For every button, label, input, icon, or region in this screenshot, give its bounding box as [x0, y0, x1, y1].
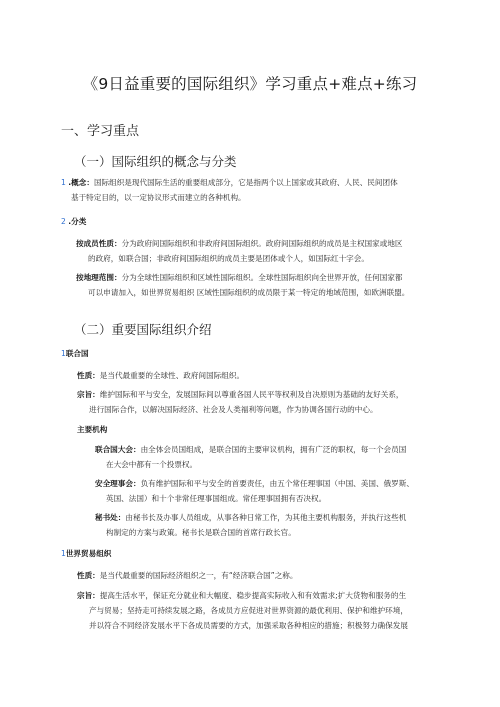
- un-organs-heading: [77, 422, 107, 437]
- by-region-line-2: 可以申请加入，如世界贸易组织 区域性国际组织的成员限于某一特定的地域范围，如欧洲联盟。: [88, 288, 410, 297]
- un-nature: [77, 368, 244, 383]
- un-heading-text: 联合国: [65, 349, 89, 358]
- section-heading-key-points: 一、学习重点: [61, 124, 140, 139]
- list-number: 1: [61, 549, 66, 558]
- un-general-assembly: [95, 442, 475, 472]
- un-organs-label: 主要机构: [77, 425, 108, 434]
- concept-label: .概念：: [68, 178, 94, 187]
- wto-nature-label: 性质：: [77, 571, 100, 580]
- un-secretariat: [95, 510, 475, 540]
- wto-purpose-line-2: 产与贸易；坚持走可持续发展之路，各成员方应促进对世界资源的最优利用、保护和维护环境，: [89, 606, 408, 615]
- ga-line-2: 在大会中都有一个投票权。: [106, 460, 198, 469]
- by-member-line-1: 分为政府间国际组织和非政府间国际组织。政府间国际组织的成员是主权国家或地区: [121, 239, 403, 248]
- sec-label: 秘书处：: [95, 513, 126, 522]
- ga-line-1: 由全体会员国组成，是联合国的主要审议机构，拥有广泛的职权，每一个会员国: [140, 445, 407, 454]
- classification-heading: [61, 214, 86, 229]
- subsection-heading-concept-classification: （一）国际组织的概念与分类: [74, 154, 237, 169]
- sc-line-1: 负有维护国际和平与安全的首要责任，由五个常任理事国（中国、美国、俄罗斯、: [140, 479, 414, 488]
- un-nature-label: 性质：: [77, 371, 100, 380]
- wto-purpose-line-3: 并以符合不同经济发展水平下各成员需要的方式，加强采取各种相应的措施；积极努力确保发展: [89, 621, 408, 630]
- wto-heading-text: 世界贸易组织: [65, 549, 112, 558]
- sec-line-1: 由秘书长及办事人员组成，从事各种日常工作，为其他主要机构服务，并执行这些机: [125, 513, 407, 522]
- un-heading: [61, 346, 89, 361]
- un-purpose: [77, 387, 477, 417]
- sec-line-2: 构制定的方案与政策。秘书长是联合国的首席行政长官。: [106, 528, 296, 537]
- by-member-line-2: 的政府，如联合国；非政府间国际组织的成员主要是团体或个人，如国际红十字会。: [88, 254, 369, 263]
- document-title: 《9日益重要的国际组织》学习重点+难点+练习: [82, 75, 418, 93]
- un-purpose-label: 宗旨：: [77, 390, 100, 399]
- classification-label: .分类: [68, 217, 87, 226]
- concept-line-1: 国际组织是现代国际生活的重要组成部分，它是指两个以上国家或其政府、人民、民间团体: [93, 178, 398, 187]
- list-number: 2: [61, 217, 66, 226]
- un-nature-text: 是当代最重要的全球性、政府间国际组织。: [99, 371, 245, 380]
- un-purpose-line-2: 进行国际合作，以解决国际经济、社会及人类福利等问题，作为协调各国行动的中心。: [89, 405, 378, 414]
- list-number: 1: [61, 178, 66, 187]
- wto-heading: [61, 546, 111, 561]
- by-region-label: 按地理范围：: [76, 273, 122, 282]
- un-purpose-line-1: 维护国际和平与安全，发展国际间以尊重各国人民平等权利及自决原则为基础的友好关系，: [99, 390, 404, 399]
- concept-paragraph: [61, 175, 461, 205]
- list-number: 1: [61, 349, 66, 358]
- wto-purpose-label: 宗旨：: [77, 591, 100, 600]
- un-security-council: [95, 476, 475, 506]
- classification-by-region: [76, 270, 476, 300]
- wto-purpose-line-1: 提高生活水平，保证充分就业和大幅度、稳步提高实际收入和有效需求;扩大货物和服务的生: [99, 591, 407, 600]
- concept-line-2: 基于特定目的，以一定协议形式而建立的各种机构。: [71, 193, 246, 202]
- ga-label: 联合国大会：: [95, 445, 141, 454]
- wto-nature-text: 是当代最重要的国际经济组织之一，有“经济联合国”之称。: [99, 571, 298, 580]
- sc-line-2: 英国、法国）和十个非常任理事国组成。常任理事国拥有否决权。: [106, 494, 327, 503]
- sc-label: 安全理事会：: [95, 479, 141, 488]
- wto-nature: [77, 568, 298, 583]
- by-member-label: 按成员性质：: [76, 239, 122, 248]
- by-region-line-1: 分为全球性国际组织和区域性国际组织。全球性国际组织向全世界开放，任何国家都: [121, 273, 403, 282]
- wto-purpose: [77, 588, 482, 633]
- classification-by-member: [76, 236, 466, 266]
- subsection-heading-important-organizations: （二）重要国际组织介绍: [74, 322, 212, 337]
